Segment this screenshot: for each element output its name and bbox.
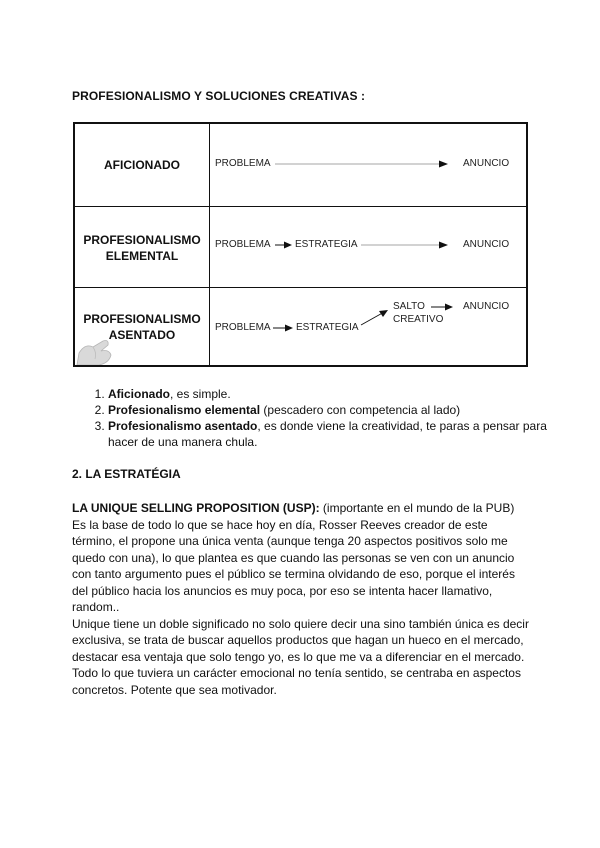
flow-step-estrategia: ESTRATEGIA bbox=[295, 239, 358, 250]
row-label-aficionado bbox=[75, 157, 209, 173]
flow-step-anuncio: ANUNCIO bbox=[463, 301, 510, 312]
list-item bbox=[108, 418, 548, 450]
flow-step-anuncio: ANUNCIO bbox=[463, 158, 510, 169]
usp-heading-line bbox=[72, 500, 532, 517]
flow-aficionado bbox=[215, 158, 520, 172]
list-item bbox=[108, 386, 548, 402]
list-item-text: , es donde viene la creatividad, te paras a pensar para hacer de una manera chula. bbox=[108, 419, 547, 449]
diagram-row-elemental bbox=[75, 206, 526, 288]
flow-step-estrategia: ESTRATEGIA bbox=[296, 322, 359, 333]
flow-step-problema: PROBLEMA bbox=[215, 322, 271, 333]
list-item-term: Profesionalismo elemental bbox=[108, 403, 261, 417]
usp-paragraph: Todo lo que tuviera un carácter emocional no tenía sentido, se centraba en aspectos concretos. Potente que sea motivador. bbox=[72, 666, 521, 697]
usp-title: LA UNIQUE SELLING PROPOSITION (USP): bbox=[72, 501, 320, 515]
usp-title-note: (importante en el mundo de la PUB) bbox=[319, 501, 515, 515]
list-item-text: , es simple. bbox=[170, 387, 231, 401]
usp-paragraph: Unique tiene un doble significado no solo quiere decir una sino también única es decir exclusiva, se trata de buscar aquellos productos que hagan un hueco en el mercado, destacar esa ventaja que solo tengo yo, es lo que me va a diferenciar en el mercado. bbox=[72, 616, 529, 664]
list-item-term: Profesionalismo asentado bbox=[108, 419, 258, 433]
section-heading-creative-solutions: PROFESIONALISMO Y SOLUCIONES CREATIVAS : bbox=[72, 89, 366, 103]
list-item-term: Aficionado bbox=[108, 387, 170, 401]
row-label-line: AFICIONADO bbox=[104, 158, 180, 172]
flow-asentado bbox=[215, 301, 520, 361]
row-label-line: ASENTADO bbox=[108, 328, 176, 342]
usp-section bbox=[72, 500, 532, 698]
professionalism-diagram bbox=[73, 122, 528, 367]
flow-elemental bbox=[215, 239, 520, 253]
flow-step-problema: PROBLEMA bbox=[215, 239, 271, 250]
usp-paragraph: Es la base de todo lo que se hace hoy en día, Rosser Reeves creador de este término, el propone una única venta (aunque tenga 20 aspectos positivos solo me quedo con una), lo que plantea es que cuando las personas se ven con un anuncio con tanto argumento pues el público se termina olvidando de eso, porque el interés del público hacia los anuncios es muy poca, por eso se intenta hacer llamativo, random.. bbox=[72, 517, 515, 614]
levels-list bbox=[90, 386, 548, 450]
flow-step-anuncio: ANUNCIO bbox=[463, 239, 510, 250]
list-item bbox=[108, 402, 548, 418]
flow-step-creativo: CREATIVO bbox=[393, 314, 444, 325]
section-heading-estrategia: 2. LA ESTRATÉGIA bbox=[72, 467, 181, 481]
row-label-line: PROFESIONALISMO bbox=[83, 233, 201, 247]
row-label-line: ELEMENTAL bbox=[105, 249, 179, 263]
flow-step-problema: PROBLEMA bbox=[215, 158, 271, 169]
diagram-row-aficionado bbox=[75, 124, 526, 207]
diagram-row-asentado bbox=[75, 287, 526, 365]
row-label-elemental bbox=[75, 232, 209, 264]
list-item-text: (pescadero con competencia al lado) bbox=[260, 403, 461, 417]
hand-image bbox=[75, 335, 121, 365]
row-label-line: PROFESIONALISMO bbox=[83, 312, 201, 326]
flow-step-salto: SALTO bbox=[393, 301, 425, 312]
